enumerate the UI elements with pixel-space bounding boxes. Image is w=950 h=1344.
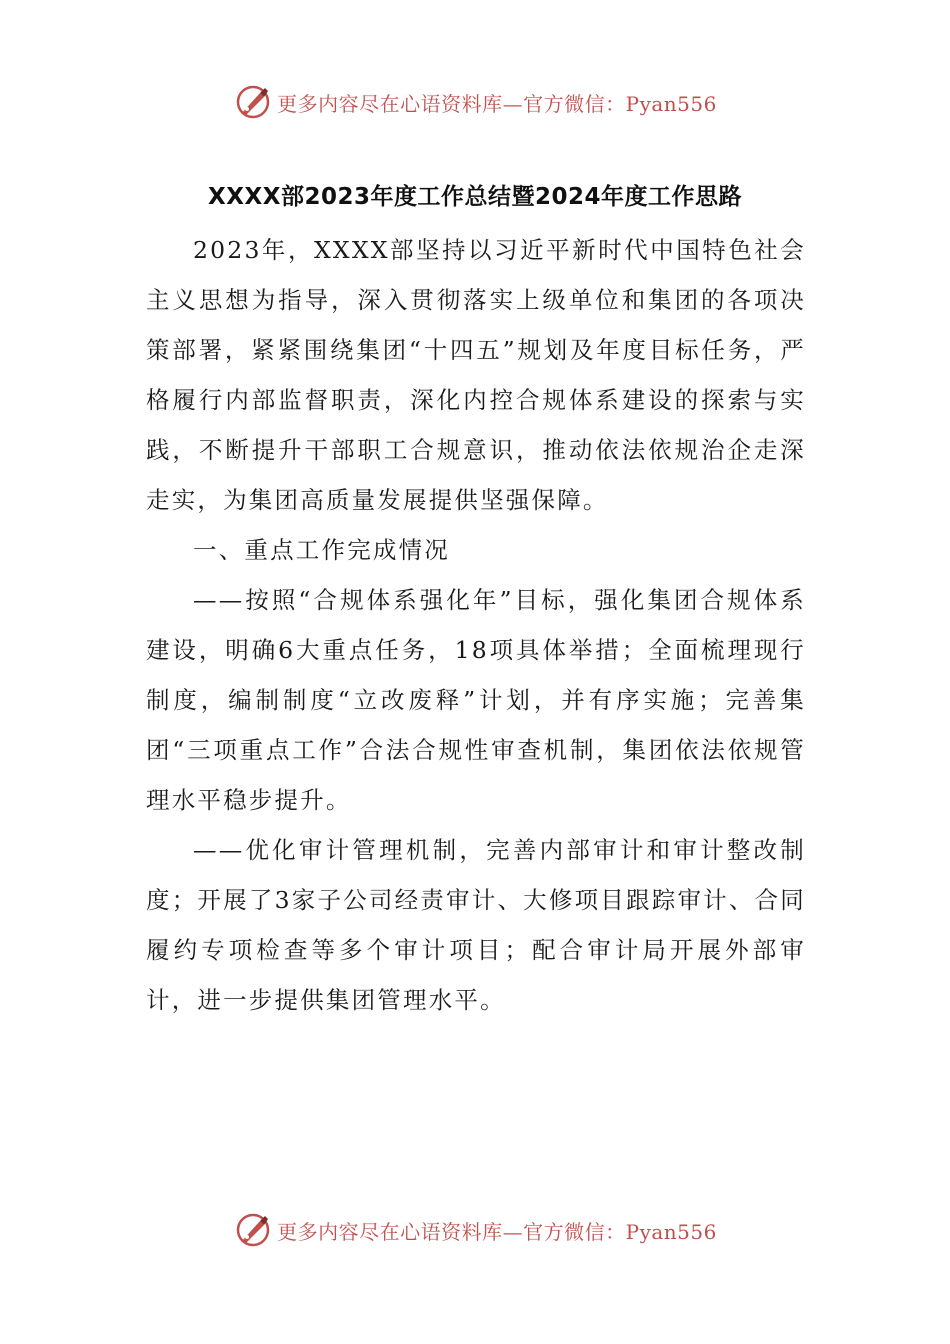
paragraph-audit: ——优化审计管理机制，完善内部审计和审计整改制度；开展了3家子公司经责审计、大修项目跟踪审计、合同履约专项检查等多个审计项目；配合审计局开展外部审计，进一步提供集团管理水平。 — [146, 836, 806, 1014]
document-body — [146, 225, 806, 1025]
watermark-text-top: 更多内容尽在心语资料库—官方微信：Pyan556 — [277, 91, 717, 116]
paragraph-intro: 2023年，XXXX部坚持以习近平新时代中国特色社会主义思想为指导，深入贯彻落实上级单位和集团的各项决策部署，紧紧围绕集团“十四五”规划及年度目标任务，严格履行内部监督职责，深化内控合规体系建设的探索与实践，不断提升干部职工合规意识，推动依法依规治企走深走实，为集团高质量发展提供坚强保障。 — [146, 236, 806, 514]
pen-nib-logo-icon — [233, 1210, 273, 1250]
document-title: XXXX部2023年度工作总结暨2024年度工作思路 — [208, 184, 742, 210]
watermark-banner-bottom — [0, 1208, 950, 1252]
paragraph-compliance: ——按照“合规体系强化年”目标，强化集团合规体系建设，明确6大重点任务，18项具体举措；全面梳理现行制度，编制制度“立改废释”计划，并有序实施；完善集团“三项重点工作”合法合规性审查机制，集团依法依规管理水平稳步提升。 — [146, 586, 806, 814]
watermark-banner-top — [0, 80, 950, 124]
section-heading: 一、重点工作完成情况 — [193, 536, 450, 564]
pen-nib-logo-icon — [233, 82, 273, 122]
watermark-text-bottom: 更多内容尽在心语资料库—官方微信：Pyan556 — [277, 1219, 717, 1244]
